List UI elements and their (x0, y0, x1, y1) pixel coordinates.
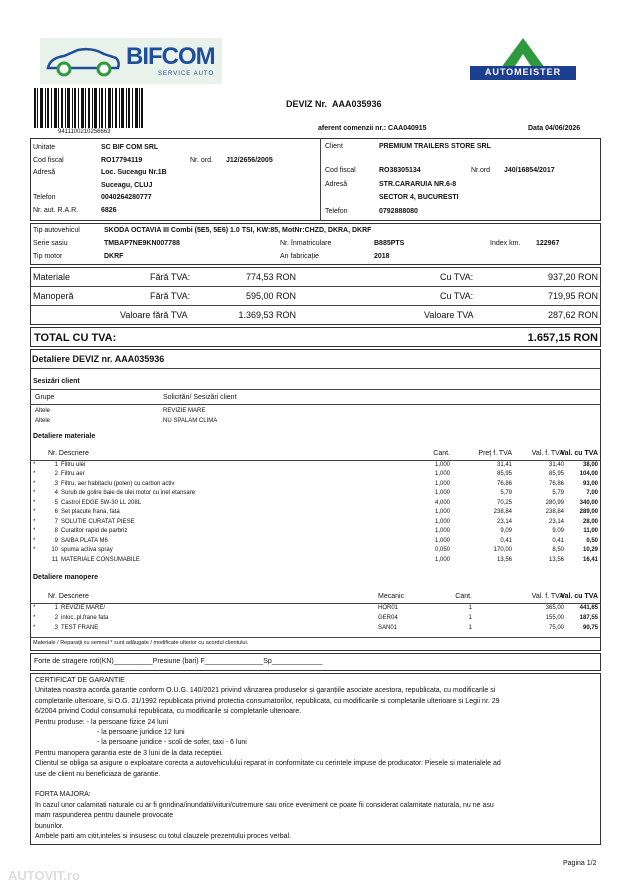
cell: 13,56 (548, 556, 564, 563)
cell: 1,000 (434, 490, 450, 496)
cell: Unitatea noastra acorda garantie conform O.U.G. 140/2021 privind vânzarea produselor și garanțiile asociate acestora, republicata, cu modificarile si (35, 687, 496, 695)
km: 122967 (536, 240, 560, 247)
cell: 4 (54, 490, 58, 496)
cell: 28,00 (582, 518, 598, 525)
cell: * (33, 480, 36, 487)
lab-col-val: Val. f. TVA (531, 593, 564, 600)
cell: Clientul se obliga sa asigure o exploatare corecta a autovehiculului reparat in conformitate cu cerintele impuse de producator. Piesele si materialele ad (35, 760, 501, 768)
table-row (30, 557, 601, 566)
table-row (30, 605, 601, 614)
unit-tel-label: Telefon (33, 194, 56, 201)
value-tva-label: Valoare TVA (424, 310, 474, 320)
unit-rar-label: Nr. aut. R.A.R. (33, 207, 79, 214)
cell: 4,000 (434, 499, 450, 506)
vehicle-section (30, 223, 601, 265)
cell: 1 (54, 605, 58, 611)
lab-col-qty: Cant. (455, 593, 472, 600)
detail-title: Detaliere DEVIZ nr. AAA035936 (32, 354, 165, 364)
client-name: PREMIUM TRAILERS STORE SRL (379, 143, 491, 150)
doc-title-label: DEVIZ Nr. (286, 99, 328, 109)
cell: 1 (54, 462, 58, 468)
cell: 289,00 (579, 509, 598, 515)
cell: 238,84 (545, 509, 564, 515)
table-row (30, 538, 601, 547)
automeister-logo (468, 36, 578, 88)
cell: spuma activa spray (61, 547, 113, 553)
force-majeure-title: FORTA MAJORA: (35, 791, 91, 799)
labor-header (30, 593, 601, 603)
lab-col-valtva: Val. cu TVA (560, 593, 598, 600)
cell: 1,000 (434, 518, 450, 525)
cell: 187,55 (579, 615, 598, 621)
cell: 1,000 (434, 556, 450, 563)
cell: 0,50 (586, 537, 598, 544)
mat-col-val: Val. f. TVA (531, 450, 564, 457)
vin: TMBAP7NE9KN007788 (104, 240, 180, 247)
materials-gross: 937,20 RON (547, 272, 598, 282)
cell: Ambele parti am citit,inteles si insusesc cu totul clauzele prezentului proces verbal. (35, 833, 292, 841)
complaints-group-header: Grupe (35, 394, 55, 401)
cell: 2 (54, 471, 58, 477)
cell: 23,14 (496, 518, 512, 525)
cell: 85,95 (548, 471, 564, 477)
cell: 1 (468, 605, 472, 611)
cell: 23,14 (548, 518, 564, 525)
cell: TEST FRANE (61, 625, 99, 631)
cell: bunurilor. (35, 822, 64, 830)
cell: In cazul unor calamitati naturale cu ar fi grindina/inundatii/viituri/cutremure sau orice eveniment ce poate fii considerat calamitate naturala, nu ne asu (35, 801, 494, 809)
watermark: AUTOVIT.ro (8, 868, 80, 883)
order-number: CAA040915 (388, 125, 427, 132)
doc-number: AAA035936 (332, 99, 382, 109)
cell: * (33, 547, 36, 553)
cell: SAIBA PLATA M6 (61, 537, 108, 544)
cell: * (33, 605, 36, 611)
cell: * (33, 509, 36, 515)
lab-col-mech: Mecanic (378, 593, 405, 600)
cell: - la persoane juridice - scoli de sofer, taxi - 6 luni (97, 739, 247, 747)
document-title (286, 99, 382, 109)
unit-addr2: Suceagu, CLUJ (101, 182, 153, 189)
cell: Filtru, aer habitaclu (polen) cu carbon activ (61, 480, 175, 487)
unit-addr1: Loc. Suceagu Nr.1B (101, 169, 167, 176)
mat-col-valtva: Val. cu TVA (560, 450, 598, 457)
value-net: 1.369,53 RON (238, 310, 296, 320)
cell: 10 (51, 547, 58, 553)
table-row (30, 481, 601, 490)
cell: 76,86 (496, 480, 512, 487)
cell: 11,00 (583, 528, 598, 534)
page-number: Pagina 1/2 (563, 860, 597, 867)
cell: GER04 (378, 615, 398, 621)
cell: 93,00 (582, 480, 598, 487)
vehicle-type: SKODA OCTAVIA III Combi (5E5, 5E6) 1.0 TSI, KW:85, MotNr:CHZD, DKRA, DKRF (104, 227, 372, 234)
unit-section (30, 138, 320, 221)
table-row (30, 615, 601, 624)
grand-total: 1.657,15 RON (527, 332, 598, 344)
bifcom-logo (40, 38, 222, 84)
automeister-a-icon (468, 36, 578, 88)
client-cf-label: Cod fiscal (325, 167, 356, 174)
cell: 90,75 (582, 625, 598, 631)
unit-cf: RO17794119 (101, 157, 143, 164)
cell: Filtru ulei (61, 462, 86, 468)
client-addr-label: Adresă (325, 181, 348, 188)
unit-label: Unitate (33, 144, 56, 151)
cell: 5,79 (552, 490, 564, 496)
materials-net: 774,53 RON (245, 272, 296, 282)
cell: 3 (54, 625, 58, 631)
totals-section (30, 267, 601, 325)
table-row (30, 490, 601, 499)
cell: 365,00 (545, 605, 564, 611)
client-label: Client (325, 143, 343, 150)
cell: 1,000 (434, 480, 450, 487)
cell: 280,99 (545, 499, 564, 506)
cell: 0,41 (500, 537, 512, 544)
cell: Set placute frana, fata (61, 509, 120, 515)
cell: 170,00 (493, 547, 512, 553)
cell: 5 (54, 499, 58, 506)
cell: 1 (468, 625, 472, 631)
cell: 7,00 (586, 490, 598, 496)
cell: * (33, 499, 36, 506)
cell: * (33, 537, 36, 544)
mat-col-qty: Cant. (433, 450, 450, 457)
brand-name: BIFCOM (126, 43, 215, 70)
cell: 8 (54, 528, 58, 534)
vehicle-type-label: Tip autovehicul (33, 227, 80, 234)
client-nrord: J40/16854/2017 (504, 167, 555, 174)
cell: 8,50 (552, 547, 564, 553)
cell: 1,000 (434, 509, 450, 515)
cell: 76,86 (548, 480, 564, 487)
cell: HOR01 (378, 605, 399, 611)
cell: mam raspunderea pentru daunele provocate (35, 812, 174, 820)
unit-nrord: J12/2656/2005 (226, 157, 273, 164)
unit-cf-label: Cod fiscal (33, 157, 64, 164)
client-addr2: SECTOR 4, BUCURESTI (379, 194, 459, 201)
cell: 441,65 (579, 605, 598, 611)
cell: completarile ulterioare, si O.G. 21/1992 republicata privind protectia consumatorilor, republicata, cu modificarile si completarile ulterioare si Legii nr. 29 (35, 697, 500, 705)
table-row (30, 471, 601, 480)
cell: - la persoane juridice 12 luni (97, 729, 185, 737)
client-tel-label: Telefon (325, 208, 348, 215)
cell: 70,25 (496, 499, 512, 506)
cell: 13,56 (496, 556, 512, 563)
complaint-text: NU SPALAM CLIMA (163, 417, 218, 424)
materials-gross-label: Cu TVA: (440, 272, 474, 282)
cell: 1,000 (434, 528, 450, 534)
cell: 31,41 (496, 462, 512, 468)
date-label: Data (528, 125, 544, 132)
cell: MATERIALE CONSUMABILE (61, 556, 140, 563)
cell: 75,00 (548, 625, 564, 631)
client-tel: 0792888080 (379, 208, 418, 215)
complaints-req-header: Solicitări/ Sesizări client (163, 394, 237, 401)
labor-net-label: Fără TVA: (150, 291, 191, 301)
engine: DKRF (104, 253, 124, 260)
cell: 1,000 (434, 537, 450, 544)
cell: 155,00 (545, 615, 564, 621)
labor-net: 595,00 RON (245, 291, 296, 301)
table-row (30, 500, 601, 509)
cell: 5,79 (500, 490, 512, 496)
list-item (30, 408, 601, 417)
car-icon (44, 44, 122, 78)
cell: * (33, 490, 36, 496)
cell: 31,40 (548, 462, 564, 468)
order-ref (318, 125, 427, 132)
client-nrord-label: Nr.ord (471, 167, 491, 174)
table-row (30, 462, 601, 471)
cell: 0,050 (434, 547, 450, 553)
grand-total-label: TOTAL CU TVA: (34, 332, 117, 344)
cell: 3 (54, 480, 58, 487)
client-section (320, 138, 601, 221)
cell: Pentru produse: - la persoane fizice 24 luni (35, 718, 169, 726)
certificate-title: CERTIFICAT DE GARANTIE (35, 677, 125, 684)
value-net-label: Valoare fără TVA (120, 310, 188, 320)
labor-title: Detaliere manopere (33, 574, 98, 581)
cell: REVIZIE MARE/ (61, 605, 106, 611)
cell: * (33, 615, 36, 621)
unit-name: SC BIF COM SRL (101, 144, 159, 151)
cell: 1 (468, 615, 472, 621)
unit-addr-label: Adresă (33, 169, 56, 176)
materials-header (30, 450, 601, 460)
cell: 0,41 (552, 537, 564, 544)
cell: 238,84 (493, 509, 512, 515)
cell: * (33, 471, 36, 477)
cell: Curatitor rapid de parbriz (61, 528, 128, 534)
plate-label: Nr. înmatriculare (280, 240, 332, 247)
doc-date (528, 125, 580, 132)
engine-label: Tip motor (33, 253, 63, 260)
vin-label: Serie sasiu (33, 240, 68, 247)
complaints-list (30, 408, 601, 428)
client-addr1: STR.CARARUIA NR.6-8 (379, 181, 457, 188)
unit-tel: 0040264280777 (101, 194, 152, 201)
cell: use de client nu beneficiaza de garantie. (35, 770, 161, 778)
cell: 10,29 (582, 547, 598, 553)
unit-rar: 6826 (101, 207, 117, 214)
year: 2018 (374, 253, 390, 260)
forces-line: Forte de stragere roti(KN)__________Presiune (bari) F_______________Sp_____________ (34, 658, 323, 665)
unit-nrord-label: Nr. ord. (190, 157, 213, 164)
materials-title: Detaliere materiale (33, 433, 96, 440)
date-value: 04/06/2026 (545, 125, 581, 132)
cell: 1,000 (434, 462, 450, 468)
client-cf: RO38305134 (379, 167, 421, 174)
table-row (30, 528, 601, 537)
cell: SOLUTIE CURATAT PIESE (61, 518, 135, 525)
cell: 2 (54, 615, 58, 621)
cell: * (33, 518, 36, 525)
table-row (30, 519, 601, 528)
mat-col-desc: Nr. Descriere (48, 450, 89, 457)
labor-gross: 719,95 RON (547, 291, 598, 301)
table-row (30, 509, 601, 518)
cell: 9,09 (500, 528, 512, 534)
automeister-text: AUTOMEISTER (484, 67, 562, 77)
cell: 38,00 (582, 462, 598, 468)
cell: 6 (54, 509, 58, 515)
barcode-bars (34, 88, 144, 128)
cell: Filtru aer (61, 471, 85, 477)
cell: 6/2004 privind Codul consumului republicata, cu modificarile si completarile ulterioare. (35, 708, 302, 716)
cell: 9 (54, 537, 58, 544)
cell: * (33, 462, 36, 468)
complaint-group: Altele (35, 417, 51, 424)
labor-table (30, 605, 601, 635)
cell: Castrol EDGE 5W-30 LL 208L (61, 499, 142, 506)
table-row (30, 547, 601, 556)
cell: 7 (54, 518, 58, 525)
complaint-text: REVIZIE MARE (163, 408, 206, 414)
value-tva: 287,62 RON (547, 310, 598, 320)
cell: SAN01 (378, 625, 398, 631)
complaints-title: Sesizări client (33, 378, 80, 385)
list-item (30, 418, 601, 427)
cell: 9,09 (552, 528, 564, 534)
cell: * (33, 528, 36, 534)
labor-gross-label: Cu TVA: (440, 291, 474, 301)
cell: 85,95 (496, 471, 512, 477)
lab-col-desc: Nr. Descriere (48, 593, 89, 600)
cell: 340,00 (579, 499, 598, 506)
labor-label: Manoperă (33, 291, 74, 301)
cell: 16,41 (582, 556, 598, 563)
plate: B885PTS (374, 240, 405, 247)
cell: 104,00 (579, 471, 598, 477)
cell: Pentru manopera garantia este de 3 luni de la data receptiei. (35, 749, 223, 757)
materials-net-label: Fără TVA: (150, 272, 191, 282)
materials-label: Materiale (33, 272, 71, 282)
materials-table (30, 462, 601, 568)
cell: 1,000 (434, 471, 450, 477)
km-label: Index km. (490, 240, 521, 247)
cell: * (33, 625, 36, 631)
mat-col-price: Preț f. TVA (478, 450, 512, 457)
cell: inloc..pl.frane fata (61, 615, 109, 621)
cell: Surub de golire baie de ulei motor cu inel etansare (61, 490, 196, 496)
brand-tagline: SERVICE AUTO (158, 71, 215, 77)
barcode (34, 88, 144, 126)
cell: 11 (51, 556, 58, 563)
table-row (30, 625, 601, 634)
certificate (35, 676, 597, 843)
footnote: Materiale / Reparații cu semnul * sunt adăugate / modificate ulterior cu acordul clientului. (33, 640, 249, 646)
barcode-number: 9411100210256663 (58, 129, 111, 135)
order-label: aferent comenzii nr.: (318, 125, 387, 132)
complaint-group: Altele (35, 408, 51, 414)
year-label: An fabricație (280, 253, 319, 260)
